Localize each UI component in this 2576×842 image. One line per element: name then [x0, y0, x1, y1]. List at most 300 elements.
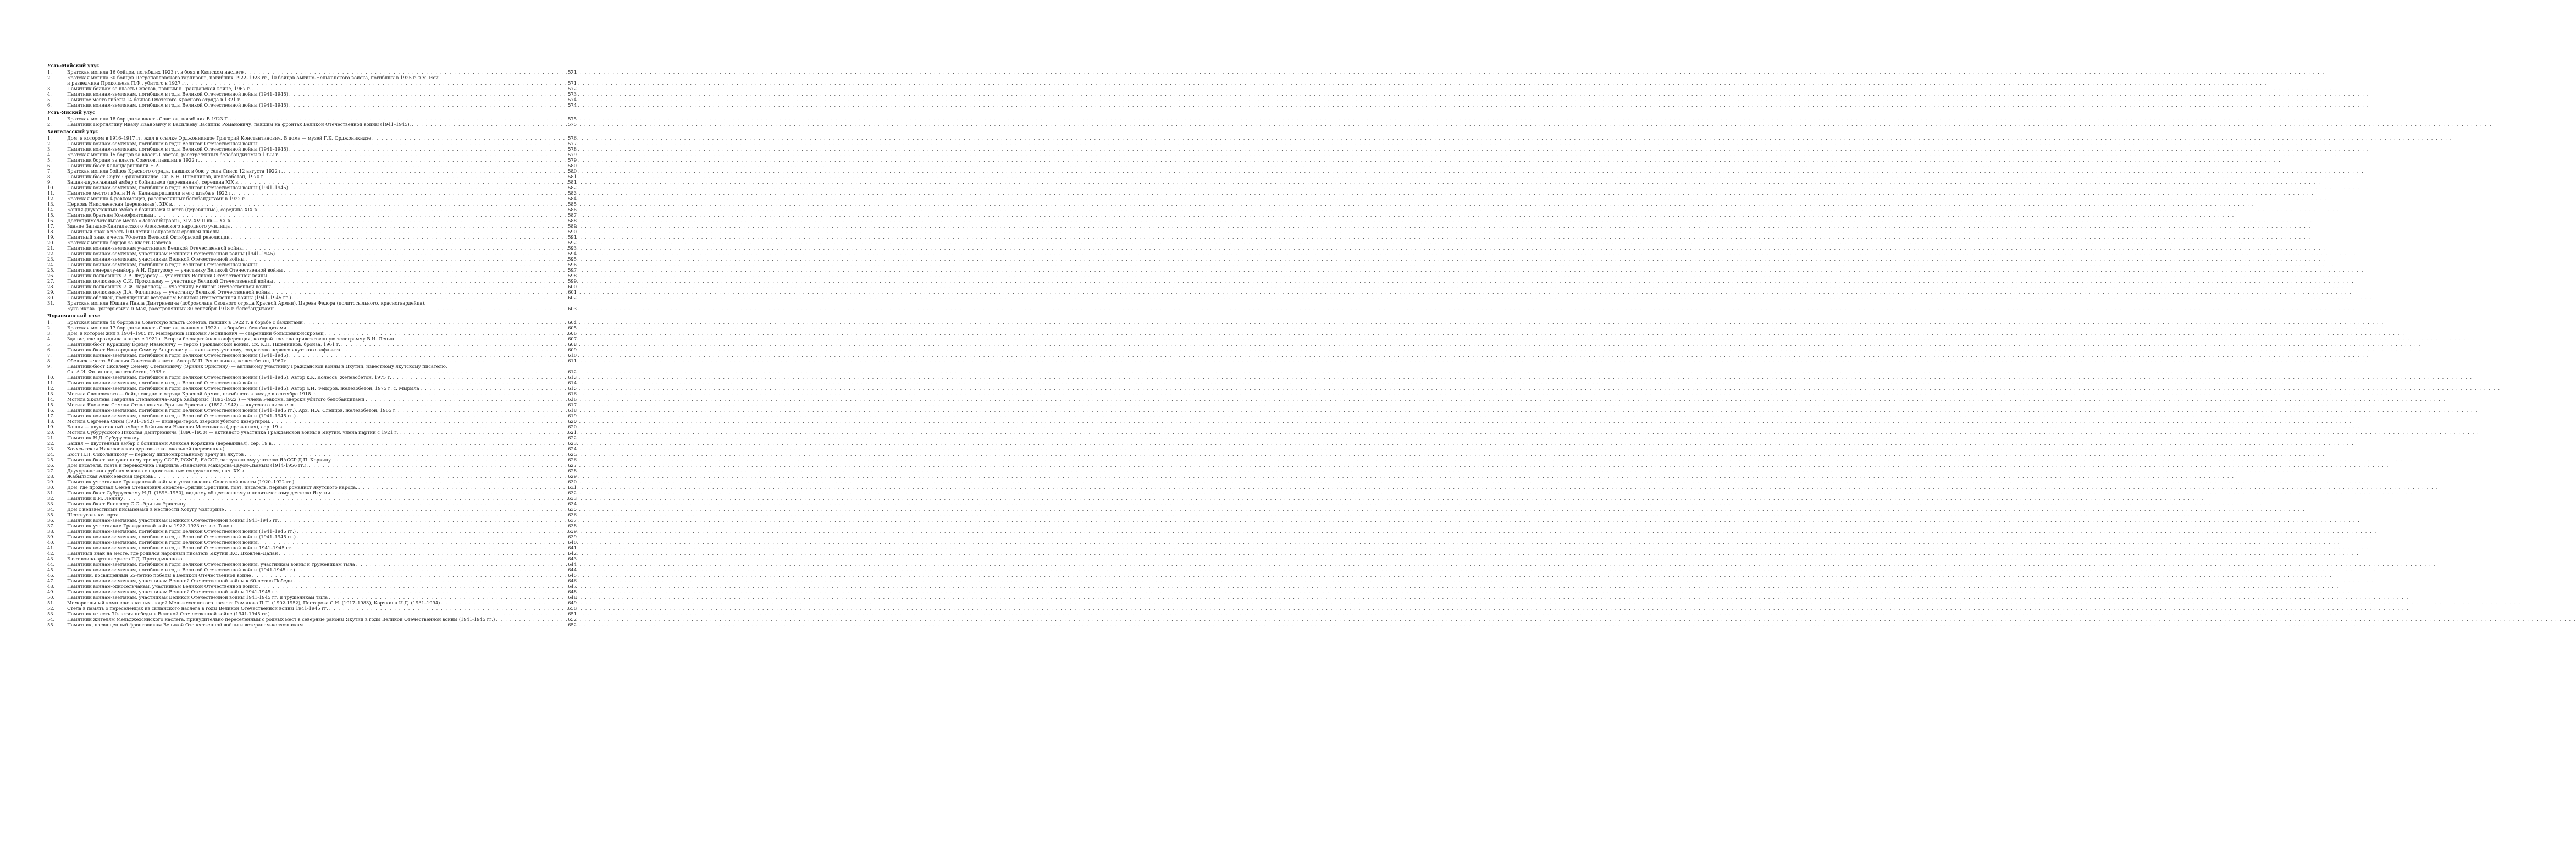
entry-title: Памятник воинам-землякам, погибшим в годы Великой Отечественной войны (1941–1945). Автор к.К. Колесов, железобетон, 1975 г. [67, 375, 391, 380]
entry-number: 5. [47, 97, 52, 102]
entry-title: Бюст воина-артиллериста Г.Д. Протодьяконова. [67, 556, 184, 562]
toc-entry [47, 617, 577, 622]
entry-text [67, 141, 577, 146]
page-number: 639 [568, 534, 577, 540]
entry-number: 22. [47, 441, 55, 446]
page-number: 632 [568, 490, 577, 496]
entry-line [67, 234, 577, 240]
dot-leader [289, 353, 565, 358]
entry-text [67, 331, 577, 336]
entry-title: Братская могила 30 бойцов Петропавловского гарнизона, погибших 1922–1923 гг., 10 бойцов Амгино-Нельканского войска, погибших в 1925 г. в м. Иси [67, 75, 439, 80]
dot-leader [274, 278, 565, 284]
entry-text [67, 358, 577, 364]
entry-text [67, 284, 577, 289]
toc-entry [47, 300, 577, 311]
toc-entry [47, 622, 577, 628]
page-number: 627 [568, 463, 577, 468]
entry-line [67, 435, 577, 441]
entry-title: Памятник-обелиск, посвященный ветеранам Великой Отечественной войны (1941–1945 гг.) [67, 295, 291, 300]
entry-line [67, 306, 577, 311]
entry-number: 1. [47, 116, 52, 122]
entry-number: 23. [47, 446, 55, 452]
entry-number: 30. [47, 485, 55, 490]
entry-text [67, 606, 577, 611]
entry-line [67, 75, 577, 80]
entry-text [67, 320, 577, 325]
entry-title: Памятник-бюст Новгородову Семену Андреевичу — лингвисту-ученому, создателю первого якутского алфавита [67, 347, 340, 353]
entry-title: Дом, где проживал Семен Степанович Яковлев–Эрилик Эристиин, поэт, писатель, первый романист якутского народа. [67, 485, 357, 490]
entry-number: 30. [47, 295, 55, 300]
entry-title: Памятный знак на месте, где родился народный писатель Якутии В.С. Яковлев–Далан [67, 551, 278, 556]
page-number: 636 [568, 512, 577, 518]
dot-leader [289, 185, 565, 190]
entry-line [67, 391, 577, 397]
toc-entry [47, 606, 577, 611]
dot-leader [245, 69, 565, 75]
entry-text [67, 507, 577, 512]
entry-line [67, 262, 577, 267]
page-number: 600 [568, 284, 577, 289]
entry-text [67, 325, 577, 331]
entry-title: Могила Яковлева Семена Степановича–Эрилик Эристина (1892–1942) — якутского писателя [67, 402, 294, 408]
dot-leader [329, 595, 565, 600]
page-number: 591 [568, 234, 577, 240]
toc-entry [47, 234, 577, 240]
entry-line [67, 69, 577, 75]
entry-line [67, 251, 577, 256]
toc-entry [47, 284, 577, 289]
entry-text [67, 190, 577, 196]
entry-title: Могила Сергеева Симы (1931-1942) — пионера-героя, зверски убитого дезертиром. [67, 419, 271, 424]
dot-leader [398, 408, 565, 413]
section-title: Усть-Майский улус [47, 63, 99, 68]
entry-title: Дом, в котором жил в 1904–1905 гг. Мещеряков Николай Леонидович — старейший большевик-искровец [67, 331, 324, 336]
entry-text [67, 419, 577, 424]
dot-leader [280, 518, 565, 523]
entry-text [67, 347, 577, 353]
toc-entry [47, 485, 577, 490]
page-number: 572 [568, 86, 577, 91]
entry-number: 51. [47, 600, 55, 606]
dot-leader [272, 419, 565, 424]
entry-title: Памятник воинам-землякам, погибшим в годы Великой Отечественной войны (1941–1945) [67, 353, 288, 358]
entry-title: Памятник воинам-землякам, участникам Великой Отечественной войны [67, 256, 245, 262]
toc-entry [47, 201, 577, 207]
entry-line [67, 289, 577, 295]
dot-leader [296, 567, 565, 573]
page-number: 638 [568, 523, 577, 529]
entry-number: 28. [47, 284, 55, 289]
page-number: 607 [568, 336, 577, 342]
page-number: 643 [568, 556, 577, 562]
entry-title: Двухуровневая срубная могила с надмогильным сооружением, нач. XX в. [67, 468, 246, 474]
dot-leader [333, 490, 565, 496]
toc-entry [47, 584, 577, 589]
page-number: 642 [568, 551, 577, 556]
page-number: 645 [568, 573, 577, 578]
entry-line [67, 207, 577, 212]
dot-leader [285, 424, 565, 430]
dot-leader [266, 174, 565, 179]
page-number: 575 [568, 122, 577, 127]
entry-text [67, 163, 577, 168]
entry-number: 4. [47, 336, 52, 342]
toc-entry [47, 578, 577, 584]
page-number: 625 [568, 452, 577, 457]
entry-line [67, 102, 577, 108]
entry-title: Памятник воинам-землякам, участникам Великой Отечественной войны к 60-летию Победы [67, 578, 293, 584]
entry-text [67, 196, 577, 201]
dot-leader [187, 80, 565, 86]
toc-entry [47, 185, 577, 190]
entry-number: 10. [47, 375, 55, 380]
entry-text [67, 207, 577, 212]
entry-line [67, 457, 577, 463]
page-number: 575 [568, 116, 577, 122]
entry-number: 6. [47, 347, 52, 353]
entry-number: 13. [47, 201, 55, 207]
dot-leader [260, 141, 565, 146]
entry-text [67, 116, 577, 122]
entry-title: Памятник воинам-землякам, погибшим в годы Великой Отечественной войны 1941–1945 гг. [67, 545, 292, 551]
dot-leader [366, 397, 565, 402]
page-number: 622 [568, 435, 577, 441]
page-number: 593 [568, 245, 577, 251]
dot-leader [168, 369, 565, 375]
entry-title: Памятник воинам-землякам, участникам Великой Отечественной войны 1941-1945 гг. [67, 589, 279, 595]
entry-text [67, 256, 577, 262]
entry-title: Памятник полковнику Д.А. Филиппову — участнику Великой Отечественной войны [67, 289, 271, 295]
entry-number: 31. [47, 490, 55, 496]
entry-number: 16. [47, 218, 55, 223]
entry-title: Братская могила 4 ревкомовцев, расстрелянных белобандитами в 1922 г. [67, 196, 246, 201]
entry-title: Церковь Николаевская (деревянная), XIX в. [67, 201, 174, 207]
entry-line [67, 512, 577, 518]
entry-text [67, 234, 577, 240]
entry-text [67, 273, 577, 278]
entry-line [67, 424, 577, 430]
page-number: 621 [568, 430, 577, 435]
toc-entry [47, 441, 577, 446]
entry-title: Братская могила борцов за власть Советов [67, 240, 172, 245]
toc-entry [47, 190, 577, 196]
entry-number: 9. [47, 364, 52, 369]
entry-number: 5. [47, 342, 52, 347]
entry-text [67, 424, 577, 430]
page-number: 611 [568, 358, 577, 364]
dot-leader [274, 441, 565, 446]
entry-line [67, 179, 577, 185]
dot-leader [279, 589, 565, 595]
entry-title: Памятник, посвященный 55-летию победы в Великой Отечественной войне [67, 573, 251, 578]
entry-number: 35. [47, 512, 55, 518]
entry-text [67, 622, 577, 628]
entry-number: 12. [47, 196, 55, 201]
entry-text [67, 69, 577, 75]
entry-text [67, 397, 577, 402]
toc-entry [47, 102, 577, 108]
toc-entry [47, 97, 577, 102]
entry-text [67, 185, 577, 190]
entry-title: и разведчика Прокопьева П.Ф., убитого в 1927 г. [67, 80, 186, 86]
page-number: 612 [568, 369, 577, 375]
page-number: 620 [568, 419, 577, 424]
page-number: 637 [568, 518, 577, 523]
entry-line [67, 556, 577, 562]
dot-leader [230, 116, 565, 122]
entry-number: 14. [47, 207, 55, 212]
toc-entry [47, 512, 577, 518]
entry-number: 17. [47, 223, 55, 229]
entry-text [67, 218, 577, 223]
entry-title: Здание, где проходила в апреле 1921 г. Вторая беспартийная конференция, которой послала приветственную телеграмму В.И. Ленин [67, 336, 395, 342]
entry-title: Памятник В.И. Ленину [67, 496, 123, 501]
entry-text [67, 91, 577, 97]
entry-text [67, 540, 577, 545]
dot-leader [275, 306, 565, 311]
entry-title: Памятник-бюст Субурусскому Н.Д. (1896–1950), видному общественному и политическому деятелю Якутии. [67, 490, 332, 496]
page-number: 587 [568, 212, 577, 218]
page-number: 601 [568, 289, 577, 295]
toc-entry [47, 573, 577, 578]
page-number: 652 [568, 622, 577, 628]
entry-line [67, 122, 577, 127]
entry-title: Здание Западно-Кангаласского Алексеевского народного училища [67, 223, 230, 229]
dot-leader [295, 479, 565, 485]
page-number: 626 [568, 457, 577, 463]
entry-text [67, 152, 577, 157]
entry-number: 3. [47, 146, 52, 152]
dot-leader [231, 223, 565, 229]
entry-number: 32. [47, 496, 55, 501]
toc-entry [47, 435, 577, 441]
entry-line [67, 386, 577, 391]
entry-title: Братская могила 40 борцов за Советскую власть Советов, павших в 1922 г. в борьбе с бандитами [67, 320, 303, 325]
entry-line [67, 256, 577, 262]
toc-entry [47, 262, 577, 267]
dot-leader [292, 295, 565, 300]
entry-line [67, 331, 577, 336]
entry-text [67, 551, 577, 556]
toc-entry [47, 122, 577, 127]
entry-line [67, 185, 577, 190]
entry-text [67, 179, 577, 185]
entry-title: Памятник генералу-майору А.И. Притузову — участнику Великой Отечественной войны [67, 267, 283, 273]
entry-title: Памятное место гибели Н.А. Каландаришвили и его штаба в 1922 г. [67, 190, 233, 196]
entry-number: 21. [47, 435, 55, 441]
toc-entry [47, 75, 577, 86]
entry-title: Памятник воинам-землякам, погибшим в годы Великой Отечественной войны (1941–1945 гг.) [67, 529, 296, 534]
page-number: 579 [568, 152, 577, 157]
toc-entry [47, 223, 577, 229]
entry-title: Стела в память о переселенцах из сыланского наслега в годы Великой Отечественной войны 1941-1945 гг. [67, 606, 328, 611]
entry-line [67, 325, 577, 331]
entry-text [67, 441, 577, 446]
dot-leader [393, 375, 565, 380]
dot-leader [288, 325, 565, 331]
entry-title: Памятник полковнику С.И. Прокопьеву — участнику Великой Отечественной войны [67, 278, 273, 284]
dot-leader [341, 347, 565, 353]
toc-entry [47, 342, 577, 347]
entry-number: 2. [47, 141, 52, 146]
entry-text [67, 289, 577, 295]
page-number: 598 [568, 273, 577, 278]
entry-number: 49. [47, 589, 55, 595]
entry-line [67, 485, 577, 490]
dot-leader [260, 380, 565, 386]
toc-entry [47, 430, 577, 435]
toc-entry [47, 545, 577, 551]
entry-line [67, 468, 577, 474]
entry-line [67, 518, 577, 523]
entry-line [67, 152, 577, 157]
page-number: 608 [568, 342, 577, 347]
entry-title: Памятник воинам-землякам, погибшим в годы Великой Отечественной войны (1941-1945 гг.) [67, 567, 295, 573]
toc-entry [47, 375, 577, 380]
entry-title: Братская могила 18 борцов за власть Советов, погибших В 1923 Г. [67, 116, 229, 122]
entry-text [67, 589, 577, 595]
entry-line [67, 490, 577, 496]
entry-line [67, 496, 577, 501]
toc-entry [47, 452, 577, 457]
entry-text [67, 300, 577, 311]
page-number: 603 [568, 306, 577, 311]
entry-number: 15. [47, 402, 55, 408]
entry-line [67, 606, 577, 611]
toc-entry [47, 289, 577, 295]
page-number: 618 [568, 408, 577, 413]
entry-line [67, 295, 577, 300]
entry-title: Памятник воинам-землякам, участникам Великой Отечественной войны (1941–1945) [67, 251, 275, 256]
dot-leader [234, 523, 565, 529]
page-number: 620 [568, 424, 577, 430]
toc-entry [47, 479, 577, 485]
toc-entry [47, 534, 577, 540]
entry-line [67, 380, 577, 386]
entry-line [67, 501, 577, 507]
entry-number: 2. [47, 325, 52, 331]
entry-title: Памятник борцам за власть Советов, павшим в 1922 г. [67, 157, 200, 163]
toc-entry [47, 91, 577, 97]
entry-text [67, 157, 577, 163]
entry-title: Башня — двухэтажный амбар с бойницами Николая Местникова (деревянная), сер. 19 в. [67, 424, 284, 430]
entry-line [67, 446, 577, 452]
entry-text [67, 402, 577, 408]
toc-entry [47, 595, 577, 600]
dot-leader [276, 251, 565, 256]
dot-leader [172, 240, 565, 245]
entry-text [67, 375, 577, 380]
entry-text [67, 545, 577, 551]
page-number: 652 [568, 617, 577, 622]
entry-line [67, 146, 577, 152]
toc-entry [47, 446, 577, 452]
entry-title: Памятник братьям Ксенофонтовым [67, 212, 153, 218]
entry-number: 54. [47, 617, 55, 622]
toc-entry [47, 386, 577, 391]
toc-entry [47, 331, 577, 336]
entry-title: Памятник участникам Гражданской войны и установления Советской власти (1920–1922 гг.) [67, 479, 295, 485]
entry-text [67, 490, 577, 496]
dot-leader [356, 562, 565, 567]
page-number: 580 [568, 163, 577, 168]
page-number: 644 [568, 562, 577, 567]
entry-text [67, 567, 577, 573]
toc-entry [47, 69, 577, 75]
entry-number: 18. [47, 229, 55, 234]
page-number: 609 [568, 347, 577, 353]
entry-number: 23. [47, 256, 55, 262]
entry-number: 6. [47, 102, 52, 108]
entry-text [67, 595, 577, 600]
entry-text [67, 102, 577, 108]
entry-text [67, 201, 577, 207]
toc-entry [47, 358, 577, 364]
entry-line [67, 474, 577, 479]
entry-number: 53. [47, 611, 55, 617]
toc-entry [47, 229, 577, 234]
entry-title: Памятник воинам-односельчанам, участникам Великой Отечественной войны [67, 584, 258, 589]
entry-title: Памятник-бюст Каландаришвили Н.А. [67, 163, 161, 168]
entry-text [67, 364, 577, 375]
dot-leader [174, 201, 565, 207]
entry-title: Памятник, посвященный фронтовикам Великой Отечественной войны и ветеранам-колхозникам [67, 622, 303, 628]
entry-text [67, 267, 577, 273]
entry-number: 50. [47, 595, 55, 600]
entry-number: 31. [47, 300, 55, 306]
entry-line [67, 408, 577, 413]
entry-text [67, 342, 577, 347]
entry-text [67, 617, 577, 622]
entry-line [67, 278, 577, 284]
entry-line [67, 347, 577, 353]
entry-number: 2. [47, 122, 52, 127]
entry-number: 4. [47, 152, 52, 157]
dot-leader [399, 430, 565, 435]
page-number: 644 [568, 567, 577, 573]
dot-leader [341, 342, 565, 347]
entry-line [67, 540, 577, 545]
section-title: Усть-Янский улус [47, 109, 96, 115]
page-number: 577 [568, 141, 577, 146]
page-number: 596 [568, 262, 577, 267]
entry-text [67, 380, 577, 386]
entry-number: 55. [47, 622, 55, 628]
entry-title: Братская могила 15 борцов за власть Советов, расстрелянных белобандитами в 1922 г. [67, 152, 280, 157]
entry-number: 25. [47, 457, 55, 463]
page-number: 571 [568, 69, 577, 75]
toc-entry [47, 212, 577, 218]
entry-title: Башня — двустенный амбар с бойницами Алексея Корякина (деревянная), сер. 19 в. [67, 441, 273, 446]
page-number: 580 [568, 168, 577, 174]
entry-number: 44. [47, 562, 55, 567]
toc-entry [47, 320, 577, 325]
dot-leader [329, 606, 565, 611]
toc-entry [47, 278, 577, 284]
page-number: 619 [568, 413, 577, 419]
page-number: 581 [568, 174, 577, 179]
toc-entry [47, 325, 577, 331]
entry-number: 11. [47, 380, 55, 386]
entry-line [67, 157, 577, 163]
entry-text [67, 229, 577, 234]
entry-title: Дом, в котором в 1916–1917 гг. жил в ссылке Орджоникидзе Григорий Константинович. В доме — музей Г.К. Орджоникидзе [67, 135, 371, 141]
toc-section [47, 109, 577, 127]
entry-line [67, 80, 577, 86]
entry-text [67, 611, 577, 617]
entry-text [67, 479, 577, 485]
entry-number: 42. [47, 551, 55, 556]
